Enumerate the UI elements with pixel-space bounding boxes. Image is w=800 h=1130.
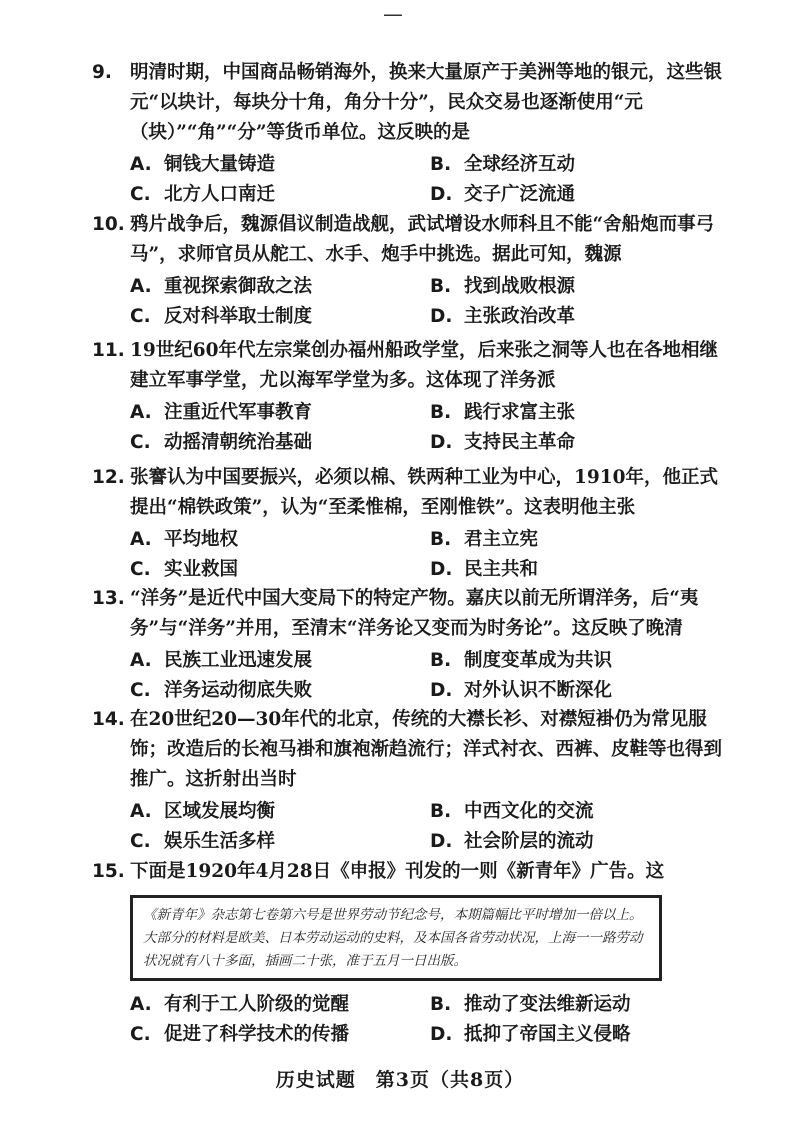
option-b[interactable]: B. 推动了变法维新运动 xyxy=(430,994,631,1015)
question-number: 15. xyxy=(92,861,125,882)
option-c[interactable]: C. 娱乐生活多样 xyxy=(130,831,276,852)
question-14 xyxy=(92,705,724,857)
option-d[interactable]: D. 社会阶层的流动 xyxy=(430,831,594,852)
option-c[interactable]: C. 促进了科学技术的传播 xyxy=(130,1024,350,1045)
option-c[interactable]: C. 洋务运动彻底失败 xyxy=(130,680,313,701)
option-b[interactable]: B. 中西文化的交流 xyxy=(430,801,594,822)
question-15-options xyxy=(92,990,724,1050)
question-number: 9. xyxy=(92,62,112,83)
question-stem: 10. 鸦片战争后，魏源倡议制造战舰，武试增设水师科且不能“舍船炮而事弓马”，求师官员从舵工、水手、炮手中挑选。据此可知，魏源 xyxy=(92,210,724,270)
option-a[interactable]: A. 有利于工人阶级的觉醒 xyxy=(130,994,350,1015)
question-stem: 9. 明清时期，中国商品畅销海外，换来大量原产于美洲等地的银元，这些银元“以块计，每块分十角，角分十分”，民众交易也逐渐使用“元（块）”“角”“分”等货币单位。这反映的是 xyxy=(92,58,724,148)
option-c[interactable]: C. 北方人口南迁 xyxy=(130,184,276,205)
page-footer: 历史试题 第3页（共8页） xyxy=(275,1069,525,1091)
option-a[interactable]: A. 区域发展均衡 xyxy=(130,801,276,822)
option-c[interactable]: C. 动摇清朝统治基础 xyxy=(130,432,313,453)
option-a[interactable]: A. 民族工业迅速发展 xyxy=(130,650,313,671)
options-grid xyxy=(92,272,724,332)
option-d[interactable]: D. 交子广泛流通 xyxy=(430,184,576,205)
question-stem: 13. “洋务”是近代中国大变局下的特定产物。嘉庆以前无所谓洋务，后“夷务”与“洋务”并用，至清末“洋务论又变而为时务论”。这反映了晚清 xyxy=(92,584,724,644)
options-grid xyxy=(92,150,724,210)
question-12 xyxy=(92,463,724,585)
options-grid xyxy=(92,398,724,458)
option-c[interactable]: C. 反对科举取士制度 xyxy=(130,306,313,327)
options-grid xyxy=(92,646,724,706)
question-stem: 15. 下面是1920年4月28日《申报》刊发的一则《新青年》广告。这 xyxy=(92,857,724,887)
option-b[interactable]: B. 找到战败根源 xyxy=(430,276,576,297)
option-c[interactable]: C. 实业救国 xyxy=(130,559,239,580)
option-d[interactable]: D. 主张政治改革 xyxy=(430,306,576,327)
options-grid xyxy=(92,797,724,857)
question-number: 14. xyxy=(92,709,125,730)
question-13 xyxy=(92,584,724,706)
options-grid xyxy=(92,990,724,1050)
question-number: 12. xyxy=(92,467,125,488)
question-stem: 14. 在20世纪20—30年代的北京，传统的大襟长衫、对襟短褂仍为常见服饰；改造后的长袍马褂和旗袍渐趋流行；洋式衬衣、西裤、皮鞋等也得到推广。这折射出当时 xyxy=(92,705,724,795)
option-d[interactable]: D. 抵抑了帝国主义侵略 xyxy=(430,1024,631,1045)
option-b[interactable]: B. 践行求富主张 xyxy=(430,402,576,423)
option-a[interactable]: A. 平均地权 xyxy=(130,529,239,550)
question-stem: 12. 张謇认为中国要振兴，必须以棉、铁两种工业为中心，1910年，他正式提出“棉铁政策”，认为“至柔惟棉，至刚惟铁”。这表明他主张 xyxy=(92,463,724,523)
question-number: 10. xyxy=(92,214,125,235)
option-d[interactable]: D. 支持民主革命 xyxy=(430,432,576,453)
question-9 xyxy=(92,58,724,210)
option-b[interactable]: B. 制度变革成为共识 xyxy=(430,650,613,671)
option-a[interactable]: A. 重视探索御敌之法 xyxy=(130,276,313,297)
question-10 xyxy=(92,210,724,332)
option-a[interactable]: A. 铜钱大量铸造 xyxy=(130,154,276,175)
newspaper-advertisement: 《新青年》杂志第七卷第六号是世界劳动节纪念号，本期篇幅比平时增加一倍以上。大部分的材料是欧美、日本劳动运动的史料，及本国各省劳动状况，上海一一路劳动状况就有八十多面，插画二十张，准于五月一日出版。 xyxy=(130,895,662,981)
question-11 xyxy=(92,336,724,458)
option-d[interactable]: D. 对外认识不断深化 xyxy=(430,680,613,701)
question-number: 13. xyxy=(92,588,125,609)
option-a[interactable]: A. 注重近代军事教育 xyxy=(130,402,313,423)
question-stem: 11. 19世纪60年代左宗棠创办福州船政学堂，后来张之洞等人也在各地相继建立军事学堂，尤以海军学堂为多。这体现了洋务派 xyxy=(92,336,724,396)
options-grid xyxy=(92,525,724,585)
option-b[interactable]: B. 君主立宪 xyxy=(430,529,539,550)
question-number: 11. xyxy=(92,340,125,361)
top-mark: — xyxy=(383,2,405,26)
question-15 xyxy=(92,857,724,887)
option-d[interactable]: D. 民主共和 xyxy=(430,559,539,580)
option-b[interactable]: B. 全球经济互动 xyxy=(430,154,576,175)
